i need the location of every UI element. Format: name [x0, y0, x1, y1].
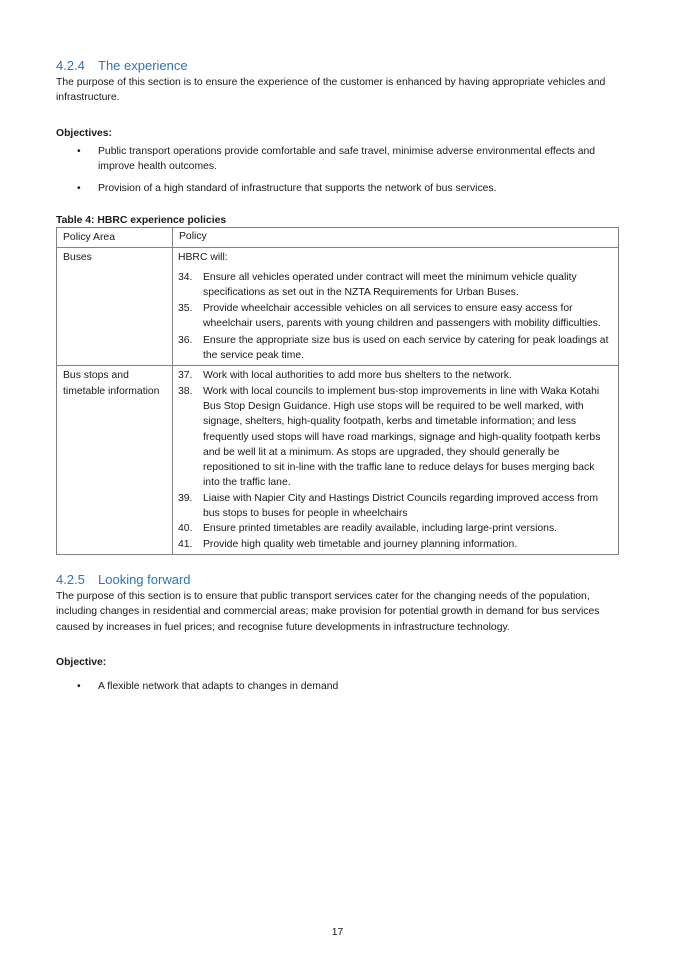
column-header: Policy: [173, 228, 619, 248]
section-heading-looking-forward: [56, 572, 191, 588]
policy-area-cell: Bus stops and timetable information: [57, 366, 173, 555]
section-number: 4.2.4: [56, 58, 85, 73]
section-intro: The purpose of this section is to ensure that public transport services cater for the changing needs of the population, including changes in residential and commercial areas; make provision for potential growth in demand for bus services caused by increases in fuel prices; and recognise future developments in infrastructure technology.: [56, 591, 600, 633]
table-row: [57, 248, 619, 366]
list-item: 34. Ensure all vehicles operated under contract will meet the minimum vehicle quality specifications as set out in the NZTA Requirements for Urban Buses.: [178, 271, 577, 298]
section-intro: The purpose of this section is to ensure the experience of the customer is enhanced by having appropriate vehicles and infrastructure.: [56, 77, 606, 104]
policy-area-cell: Buses: [57, 248, 173, 366]
policy-cell: [173, 248, 619, 366]
table-row: [57, 366, 619, 555]
page-number: 17: [331, 927, 344, 938]
policy-cell: [173, 366, 619, 555]
objective-list: [56, 679, 619, 700]
policy-list: [178, 368, 612, 552]
section-number: 4.2.5: [56, 572, 85, 587]
list-item: • Public transport operations provide comfortable and safe travel, minimise adverse environmental effects and improve health outcomes.: [77, 146, 596, 173]
policy-list: [178, 270, 612, 364]
policy-lead: HBRC will:: [178, 252, 228, 264]
list-item: 39. Liaise with Napier City and Hastings District Councils regarding improved access from bus stops to buses for people in wheelchairs: [178, 492, 598, 520]
objective-label: Objective:: [56, 657, 107, 668]
list-item: 35. Provide wheelchair accessible vehicles on all services to ensure easy access for wheelchair users, parents with young children and passengers with mobility difficulties.: [178, 303, 601, 330]
bullet-icon: •: [77, 681, 81, 692]
list-item: 38. Work with local councils to implement bus-stop improvements in line with Waka Kotahi Bus Stop Design Guidance. High use stops will be required to be well marked, with signage, shelters, high-quality footpath, kerbs and timetable information; and less frequently used stops will have road markings, signage and high-quality footpath kerbs and be well lit at a minimum. As stops are upgraded, they should generally be repositioned to sit in-line with the traffic lane to reduce delays for buses merging back into the traffic lane.: [178, 385, 601, 489]
section-title: The experience: [98, 58, 188, 73]
list-item: 36. Ensure the appropriate size bus is used on each service by catering for peak loadings at the service peak time.: [178, 334, 609, 362]
policy-table: [56, 227, 619, 555]
section-title: Looking forward: [98, 572, 191, 587]
list-item: • Provision of a high standard of infrastructure that supports the network of bus services.: [56, 181, 619, 196]
section-heading-experience: [56, 58, 188, 74]
objectives-list: [56, 144, 619, 202]
table-caption: Table 4: HBRC experience policies: [56, 215, 227, 226]
column-header: Policy Area: [57, 228, 173, 248]
list-item: • A flexible network that adapts to changes in demand: [56, 679, 619, 694]
list-item: 40. Ensure printed timetables are readily available, including large-print versions.: [178, 523, 558, 535]
list-item: 41. Provide high quality web timetable and journey planning information.: [178, 538, 518, 550]
bullet-icon: •: [77, 146, 81, 157]
list-item: 37. Work with local authorities to add more bus shelters to the network.: [178, 370, 512, 382]
table-header-row: [57, 228, 619, 248]
bullet-icon: •: [77, 182, 81, 194]
objectives-label: Objectives:: [56, 128, 113, 139]
